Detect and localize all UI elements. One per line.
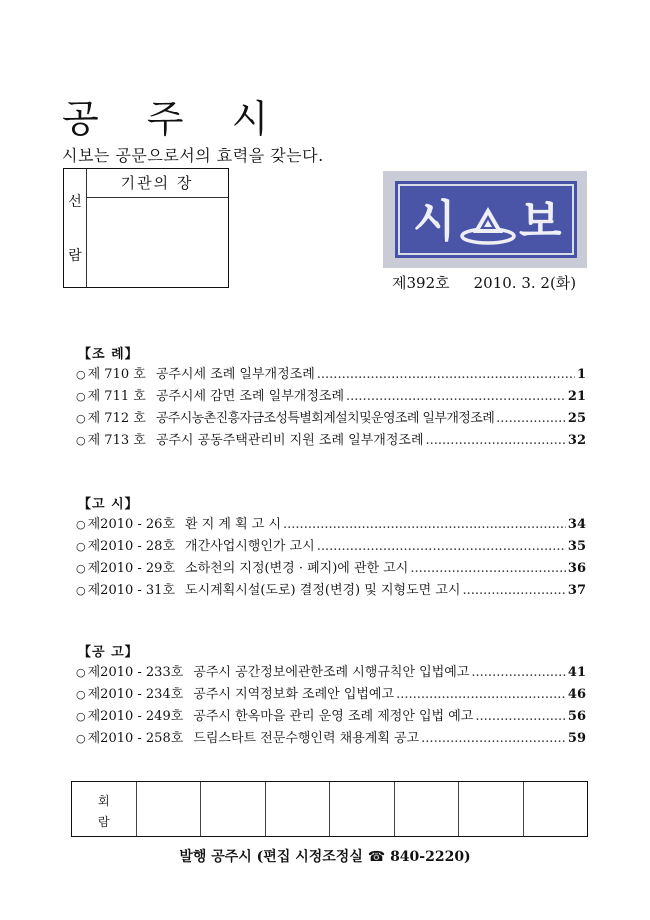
item-number: 제 713 호 xyxy=(87,433,146,448)
item-page: 25 xyxy=(567,411,586,426)
mountain-emblem-icon xyxy=(459,201,517,247)
approval-box xyxy=(63,168,229,288)
toc-row[interactable] xyxy=(76,535,586,557)
city-title: 공 주 시 xyxy=(62,97,287,141)
logo-frame xyxy=(395,181,577,258)
logo-panel xyxy=(401,187,571,252)
toc-row[interactable] xyxy=(76,363,586,385)
item-title: 공주시세 조례 일부개정조례 xyxy=(155,367,315,382)
issue-date: 2010. 3. 2(화) xyxy=(473,274,577,292)
bullet-icon: ○ xyxy=(76,584,86,597)
toc-row[interactable] xyxy=(76,661,586,683)
dot-leader xyxy=(283,517,566,532)
item-number: 제2010 - 28호 xyxy=(87,539,176,554)
section-heading-notice: 【고 시】 xyxy=(78,497,139,512)
bullet-icon: ○ xyxy=(76,390,86,403)
signature-cell xyxy=(458,782,523,836)
dot-leader xyxy=(317,367,575,382)
dot-leader xyxy=(410,561,566,576)
logo-right-char: 보 xyxy=(519,196,562,247)
approval-label-top: 선 xyxy=(68,194,82,210)
logo-left-char: 시 xyxy=(413,196,456,247)
item-number: 제2010 - 233호 xyxy=(87,665,184,680)
item-page: 36 xyxy=(567,561,586,576)
circulation-label-cell xyxy=(72,782,136,836)
item-title: 공주시 한옥마을 관리 운영 조례 제정안 입법 예고 xyxy=(193,709,474,724)
item-number: 제 710 호 xyxy=(87,367,146,382)
item-title: 공주시 공간정보에관한조례 시행규칙안 입법예고 xyxy=(193,665,470,680)
dot-leader xyxy=(317,539,566,554)
item-title: 환 지 계 획 고 시 xyxy=(185,517,282,532)
dot-leader xyxy=(471,665,566,680)
bullet-icon: ○ xyxy=(76,732,86,745)
toc-row[interactable] xyxy=(76,727,586,749)
toc-row[interactable] xyxy=(76,557,586,579)
toc-row[interactable] xyxy=(76,385,586,407)
dot-leader xyxy=(462,583,565,598)
item-number: 제2010 - 249호 xyxy=(87,709,184,724)
item-page: 32 xyxy=(567,433,586,448)
section-heading-ordinance: 【조 례】 xyxy=(78,347,139,362)
signature-cell xyxy=(394,782,459,836)
item-page: 59 xyxy=(567,731,586,746)
bullet-icon: ○ xyxy=(76,710,86,723)
signature-cell xyxy=(265,782,330,836)
item-page: 1 xyxy=(576,367,586,382)
dot-leader xyxy=(396,687,566,702)
dot-leader xyxy=(426,433,566,448)
section-heading-announcement: 【공 고】 xyxy=(78,645,139,660)
item-page: 21 xyxy=(567,389,586,404)
item-number: 제 712 호 xyxy=(87,411,146,426)
issue-number: 제392호 xyxy=(392,274,450,292)
item-title: 도시계획시설(도로) 결정(변경) 및 지형도면 고시 xyxy=(185,583,461,598)
approval-label-bottom: 람 xyxy=(68,248,82,264)
circulation-label-bottom: 람 xyxy=(97,815,110,829)
toc-row[interactable] xyxy=(76,579,586,601)
signature-cell xyxy=(329,782,394,836)
item-title: 개간사업시행인가 고시 xyxy=(185,539,315,554)
publisher-text: 발행 공주시 (편집 시정조정실 xyxy=(179,849,368,865)
toc-row[interactable] xyxy=(76,683,586,705)
item-page: 35 xyxy=(567,539,586,554)
item-title: 소하천의 지정(변경 · 폐지)에 관한 고시 xyxy=(185,561,409,576)
publisher-footer xyxy=(0,846,650,866)
item-number: 제2010 - 258호 xyxy=(87,731,184,746)
item-page: 41 xyxy=(567,665,586,680)
signature-cell xyxy=(136,782,201,836)
item-number: 제2010 - 29호 xyxy=(87,561,176,576)
item-page: 46 xyxy=(567,687,586,702)
item-page: 34 xyxy=(567,517,586,532)
toc-row[interactable] xyxy=(76,429,586,451)
toc-row[interactable] xyxy=(76,407,586,429)
dot-leader xyxy=(421,731,566,746)
signature-cell xyxy=(523,782,588,836)
dot-leader xyxy=(475,709,566,724)
sibo-logo xyxy=(383,171,587,268)
bullet-icon: ○ xyxy=(76,688,86,701)
bullet-icon: ○ xyxy=(76,368,86,381)
item-number: 제2010 - 31호 xyxy=(87,583,176,598)
signature-cell xyxy=(200,782,265,836)
item-page: 56 xyxy=(567,709,586,724)
bullet-icon: ○ xyxy=(76,518,86,531)
circulation-label-top: 회 xyxy=(97,794,110,808)
bulletin-notice: 시보는 공문으로서의 효력을 갖는다. xyxy=(62,146,324,165)
bullet-icon: ○ xyxy=(76,412,86,425)
phone-number: 840-2220) xyxy=(390,849,471,865)
item-number: 제 711 호 xyxy=(87,389,146,404)
bullet-icon: ○ xyxy=(76,434,86,447)
item-page: 37 xyxy=(567,583,586,598)
item-title: 공주시농촌진흥자금조성특별회계설치및운영조례 일부개정조례 xyxy=(155,411,495,426)
bullet-icon: ○ xyxy=(76,540,86,553)
item-title: 공주시 지역정보화 조례안 입법예고 xyxy=(193,687,395,702)
item-title: 공주시 공동주택관리비 지원 조례 일부개정조례 xyxy=(155,433,424,448)
item-title: 드림스타트 전문수행인력 채용계획 공고 xyxy=(193,731,420,746)
phone-icon: ☎ xyxy=(367,849,386,865)
toc-row[interactable] xyxy=(76,705,586,727)
dot-leader xyxy=(346,389,566,404)
circulation-table xyxy=(71,781,588,837)
item-number: 제2010 - 234호 xyxy=(87,687,184,702)
approval-header: 기관의 장 xyxy=(86,169,228,198)
toc-row[interactable] xyxy=(76,513,586,535)
approval-side-label xyxy=(64,169,87,287)
bullet-icon: ○ xyxy=(76,666,86,679)
dot-leader xyxy=(496,411,566,426)
item-title: 공주시세 감면 조례 일부개정조례 xyxy=(155,389,345,404)
issue-info xyxy=(392,272,576,293)
item-number: 제2010 - 26호 xyxy=(87,517,176,532)
bullet-icon: ○ xyxy=(76,562,86,575)
